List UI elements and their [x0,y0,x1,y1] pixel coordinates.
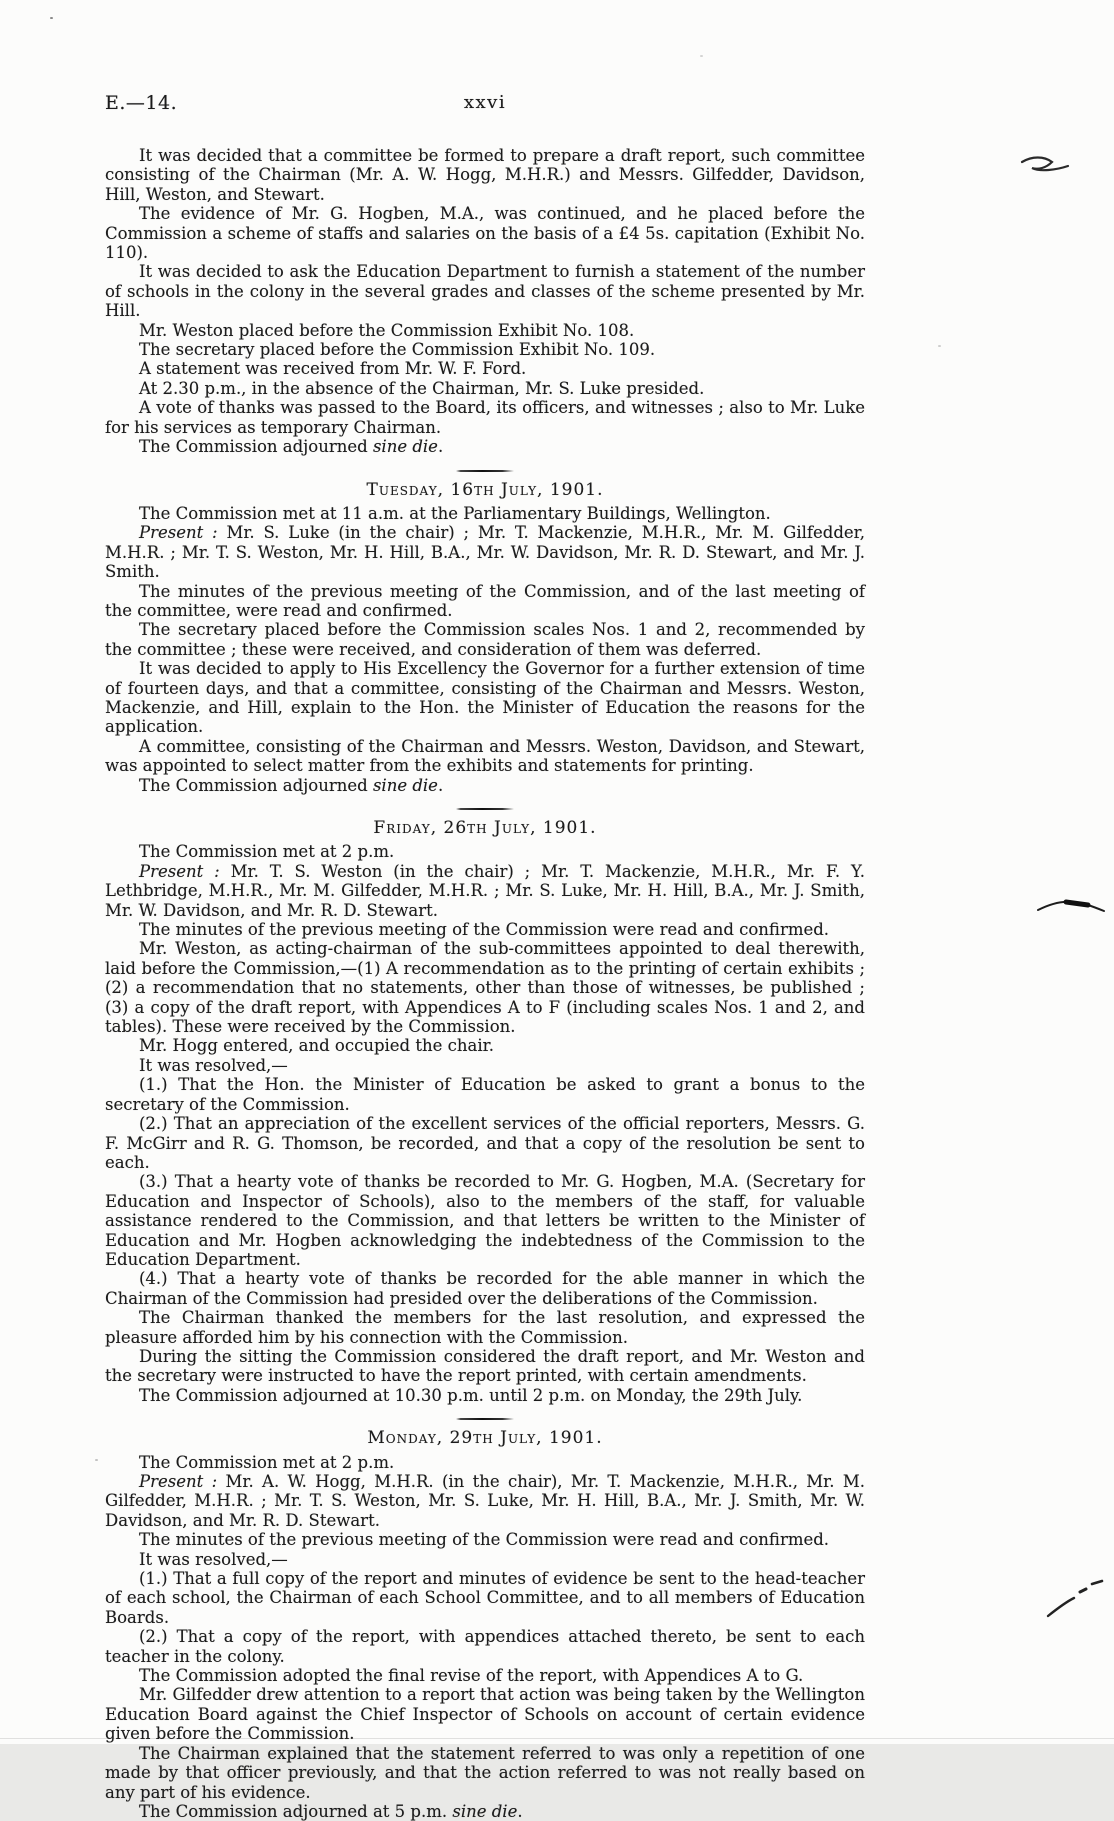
pen-flick-mark-icon [1040,1572,1110,1620]
paragraph: Mr. Hogg entered, and occupied the chair. [139,1036,494,1056]
paragraph: The evidence of Mr. G. Hogben, M.A., was continued, and he placed before the Commission a scheme of staffs and salaries on the basis of a £4 5s. capitation (Exhibit No. 110). [105,204,865,263]
section-heading: Friday, 26th July, 1901. [373,818,597,838]
paragraph: A vote of thanks was passed to the Board, its officers, and witnesses ; also to Mr. Luke for his services as temporary Chairman. [105,398,865,437]
paragraph: The Commission adopted the final revise of the report, with Appendices A to G. [139,1666,804,1686]
paragraph: (1.) That a full copy of the report and minutes of evidence be sent to the head-teacher of each school, the Chairman of each School Committee, and to all members of Education Boards. [105,1569,865,1627]
paragraph: (2.) That an appreciation of the excellent services of the official reporters, Messrs. G. F. McGirr and R. G. Thomson, be recorded, and that a copy of the resolution be sent to each. [105,1114,865,1172]
paragraph: It was decided that a committee be formed to prepare a draft report, such committee consisting of the Chairman (Mr. A. W. Hogg, M.H.R.) and Messrs. Gilfedder, Davidson, Hill, Weston, and Stewart. [105,146,865,204]
scan-speck [95,1459,98,1461]
paragraph: Present : Mr. S. Luke (in the chair) ; Mr. T. Mackenzie, M.H.R., Mr. M. Gilfedder, M.H.R. ; Mr. T. S. Weston, Mr. H. Hill, B.A., Mr. W. Davidson, Mr. R. D. Stewart, and Mr. J. Smith. [105,523,865,582]
paragraph: The Commission met at 11 a.m. at the Parliamentary Buildings, Wellington. [139,503,771,523]
paragraph: (3.) That a hearty vote of thanks be recorded to Mr. G. Hogben, M.A. (Secretary for Education and Inspector of Schools), also to the members of the staff, for valuable assistance rendered to the Commission, and that letters be written to the Minister of Education and Mr. Hogben acknowledging the indebtedness of the Commission to the Education Department. [105,1172,865,1269]
paragraph: The Commission adjourned sine die. [139,775,444,795]
paragraph: The secretary placed before the Commission Exhibit No. 109. [139,340,656,360]
document-reference: E.—14. [105,92,178,114]
section-divider [456,1418,514,1420]
paragraph: (1.) That the Hon. the Minister of Education be asked to grant a bonus to the secretary of the Commission. [105,1075,865,1114]
paragraph: (4.) That a hearty vote of thanks be recorded for the able manner in which the Chairman of the Commission had presided over the deliberations of the Commission. [105,1269,865,1308]
paragraph: The Commission adjourned at 10.30 p.m. until 2 p.m. on Monday, the 29th July. [139,1385,803,1405]
paragraph: A committee, consisting of the Chairman and Messrs. Weston, Davidson, and Stewart, was appointed to select matter from the exhibits and statements for printing. [105,736,865,776]
scan-bottom-edge [0,1738,1114,1739]
paragraph: Mr. Weston placed before the Commission Exhibit No. 108. [139,320,635,340]
paragraph: The Commission met at 2 p.m. [139,1452,395,1472]
paragraph: The minutes of the previous meeting of the Commission, and of the last meeting of the committee, were read and confirmed. [105,581,865,620]
paragraph: The Chairman explained that the statement referred to was only a repetition of one made by that officer previously, and that the action referred to was not really based on any part of his evidence. [105,1743,865,1802]
paragraph: The Commission met at 2 p.m. [139,842,395,862]
scan-speck [938,345,941,347]
section-divider [456,470,514,472]
pen-dash-mark-icon [1036,894,1106,920]
scan-speck [50,17,53,19]
paragraph: Present : Mr. A. W. Hogg, M.H.R. (in the chair), Mr. T. Mackenzie, M.H.R., Mr. M. Gilfedder, M.H.R. ; Mr. T. S. Weston, Mr. S. Luke, Mr. H. Hill, B.A., Mr. J. Smith, Mr. W. Davidson, and Mr. R. D. Stewart. [105,1472,865,1530]
paragraph: Mr. Gilfedder drew attention to a report that action was being taken by the Wellington Education Board against the Chief Inspector of Schools on account of certain evidence given before the Commission. [105,1685,865,1744]
page-number: xxvi [463,92,507,113]
paragraph: Mr. Weston, as acting-chairman of the sub-committees appointed to deal therewith, laid before the Commission,—(1) A recommendation as to the printing of certain exhibits ; (2) a recommendation that no statements, other than those of witnesses, be published ; (3) a copy of the draft report, with Appendices A to F (including scales Nos. 1 and 2, and tables). These were received by the Commission. [105,939,865,1037]
paragraph: It was decided to ask the Education Department to furnish a statement of the number of schools in the colony in the several grades and classes of the scheme presented by Mr. Hill. [105,262,865,321]
paragraph: The Commission adjourned at 5 p.m. sine die. [139,1801,523,1821]
paragraph: At 2.30 p.m., in the absence of the Chairman, Mr. S. Luke presided. [139,378,705,398]
paragraph: Present : Mr. T. S. Weston (in the chair) ; Mr. T. Mackenzie, M.H.R., Mr. F. Y. Lethbridge, M.H.R., Mr. M. Gilfedder, M.H.R. ; Mr. S. Luke, Mr. H. Hill, B.A., Mr. J. Smith, Mr. W. Davidson, and Mr. R. D. Stewart. [105,861,865,920]
section-heading: Tuesday, 16th July, 1901. [366,479,604,500]
paragraph: It was resolved,— [139,1055,288,1075]
scan-speck [700,55,703,57]
paragraph: During the sitting the Commission considered the draft report, and Mr. Weston and the secretary were instructed to have the report printed, with certain amendments. [105,1346,865,1386]
page-header [105,92,865,118]
paragraph: The secretary placed before the Commission scales Nos. 1 and 2, recommended by the committee ; these were received, and consideration of them was deferred. [105,620,865,659]
section-heading: Monday, 29th July, 1901. [367,1428,603,1449]
paragraph: The Commission adjourned sine die. [139,437,444,457]
paragraph: A statement was received from Mr. W. F. Ford. [139,359,527,379]
paragraph: It was resolved,— [139,1549,288,1569]
pen-check-mark-icon [1018,152,1074,184]
paragraph: (2.) That a copy of the report, with appendices attached thereto, be sent to each teacher in the colony. [105,1627,865,1666]
minutes-content [105,146,865,1821]
paragraph: The Chairman thanked the members for the last resolution, and expressed the pleasure afforded him by his connection with the Commission. [105,1308,865,1347]
section-divider [456,808,514,810]
paragraph: The minutes of the previous meeting of the Commission were read and confirmed. [139,920,830,940]
paragraph: It was decided to apply to His Excellency the Governor for a further extension of time of fourteen days, and that a committee, consisting of the Chairman and Messrs. Weston, Mackenzie, and Hill, explain to the Hon. the Minister of Education the reasons for the application. [105,659,865,737]
paragraph: The minutes of the previous meeting of the Commission were read and confirmed. [139,1530,830,1550]
